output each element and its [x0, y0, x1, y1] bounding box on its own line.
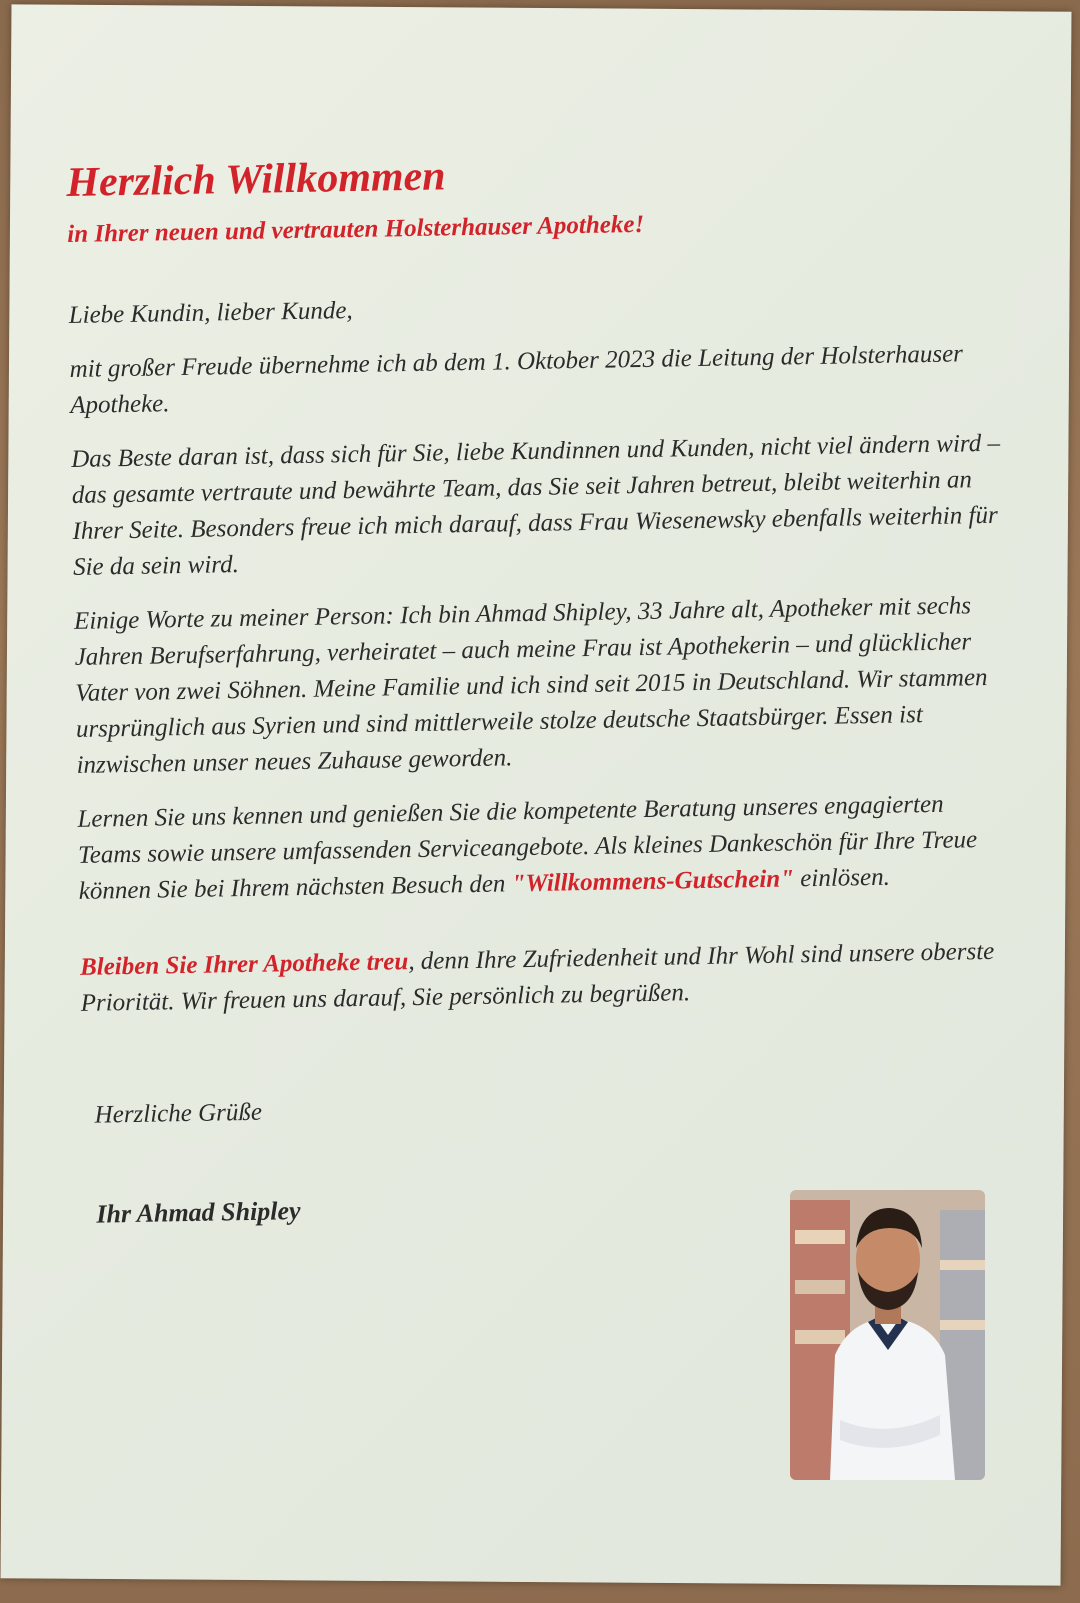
paragraph-5 [80, 934, 1011, 1022]
salutation: Liebe Kundin, lieber Kunde, [68, 297, 353, 330]
signature: Ihr Ahmad Shipley [96, 1196, 301, 1229]
voucher-highlight: "Willkommens-Gutschein" [511, 865, 795, 898]
letter-title: Herzlich Willkommen [66, 153, 446, 206]
letter-subtitle: in Ihrer neuen und vertrauten Holsterhauser Apotheke! [67, 211, 645, 249]
paragraph-3: Einige Worte zu meiner Person: Ich bin Ahmad Shipley, 33 Jahre alt, Apotheker mit sechs Jahren Berufserfahrung, verheiratet – auch meine Frau ist Apothekerin – und glücklicher Vater von zwei Söhnen. Meine Familie und ich sind seit 2015 in Deutschland. Wir stammen ursprünglich aus Syrien und sind mittlerweile stolze deutsche Staatsbürger. Essen ist inzwischen unser neues Zuhause geworden. [73, 592, 988, 780]
paragraph-4-end: einlösen. [800, 863, 891, 893]
letter-content [66, 144, 1015, 1230]
loyalty-highlight: Bleiben Sie Ihrer Apotheke treu [79, 948, 409, 982]
paragraph-2: Das Beste daran ist, dass sich für Sie, liebe Kundinnen und Kunden, nicht viel ändern wird – das gesamte vertraute und bewährte Team, das Sie seit Jahren betreut, bleibt weiterhin an Ihrer Seite. Besonders freue ich mich darauf, dass Frau Wiesenewsky ebenfalls weiterhin für Sie da sein wird. [70, 429, 1001, 582]
pharmacist-photo [790, 1190, 985, 1480]
paragraph-4-text: Lernen Sie uns kennen und genießen Sie die kompetente Beratung unseres engagierten Teams sowie unsere umfassenden Serviceangebote. Als kleines Dankeschön für Ihre Treue können Sie bei Ihrem nächsten Besuch den [77, 790, 978, 906]
paragraph-5-text: , denn Ihre Zufriedenheit und Ihr Wohl sind unsere oberste Priorität. Wir freuen uns darauf, Sie persönlich zu begrüßen. [80, 938, 995, 1018]
closing-greeting: Herzliche Grüße [94, 1098, 263, 1129]
paragraph-1: mit großer Freude übernehme ich ab dem 1. Oktober 2023 die Leitung der Holsterhauser Apotheke. [69, 340, 964, 420]
paragraph-4 [77, 786, 1009, 910]
